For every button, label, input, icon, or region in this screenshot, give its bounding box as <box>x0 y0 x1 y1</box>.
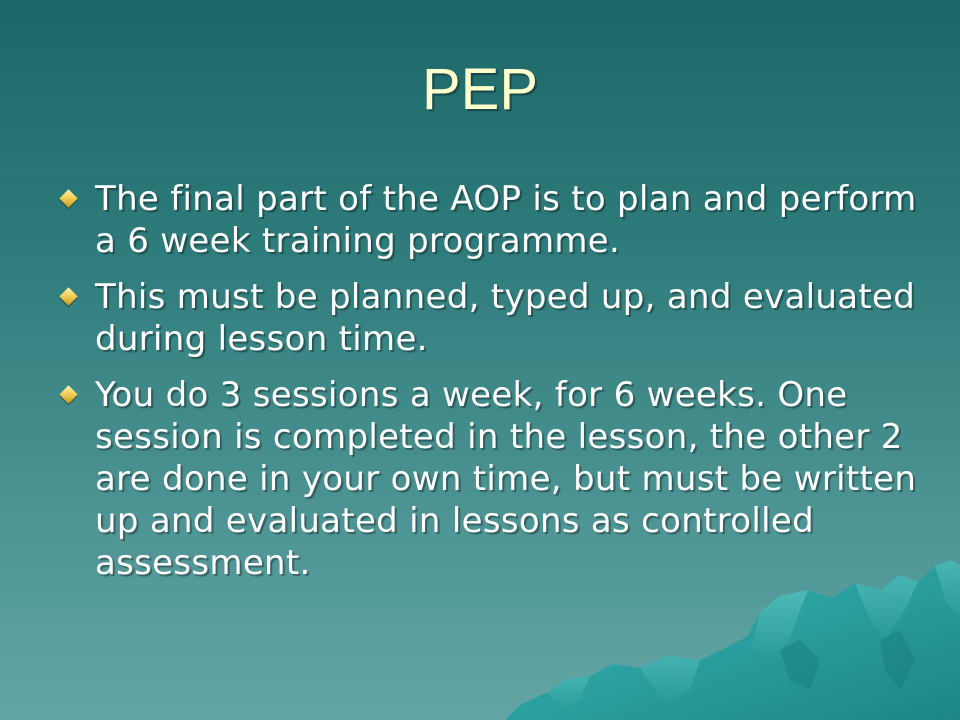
bullet-item <box>58 178 928 262</box>
slide-title: PEP <box>421 57 539 122</box>
diamond-bullet-icon <box>59 189 77 207</box>
bullet-text: The final part of the AOP is to plan and perform a 6 week training programme. <box>95 179 917 261</box>
diamond-bullet-icon <box>59 385 77 403</box>
bullet-text: This must be planned, typed up, and evaluated during lesson time. <box>95 277 916 359</box>
bullet-list <box>58 178 928 598</box>
bullet-item <box>58 374 928 584</box>
bullet-item <box>58 276 928 360</box>
bullet-text: You do 3 sessions a week, for 6 weeks. One session is completed in the lesson, the other 2 are done in your own time, but must be written up and evaluated in lessons as controlled assessment. <box>95 375 917 583</box>
diamond-bullet-icon <box>59 287 77 305</box>
